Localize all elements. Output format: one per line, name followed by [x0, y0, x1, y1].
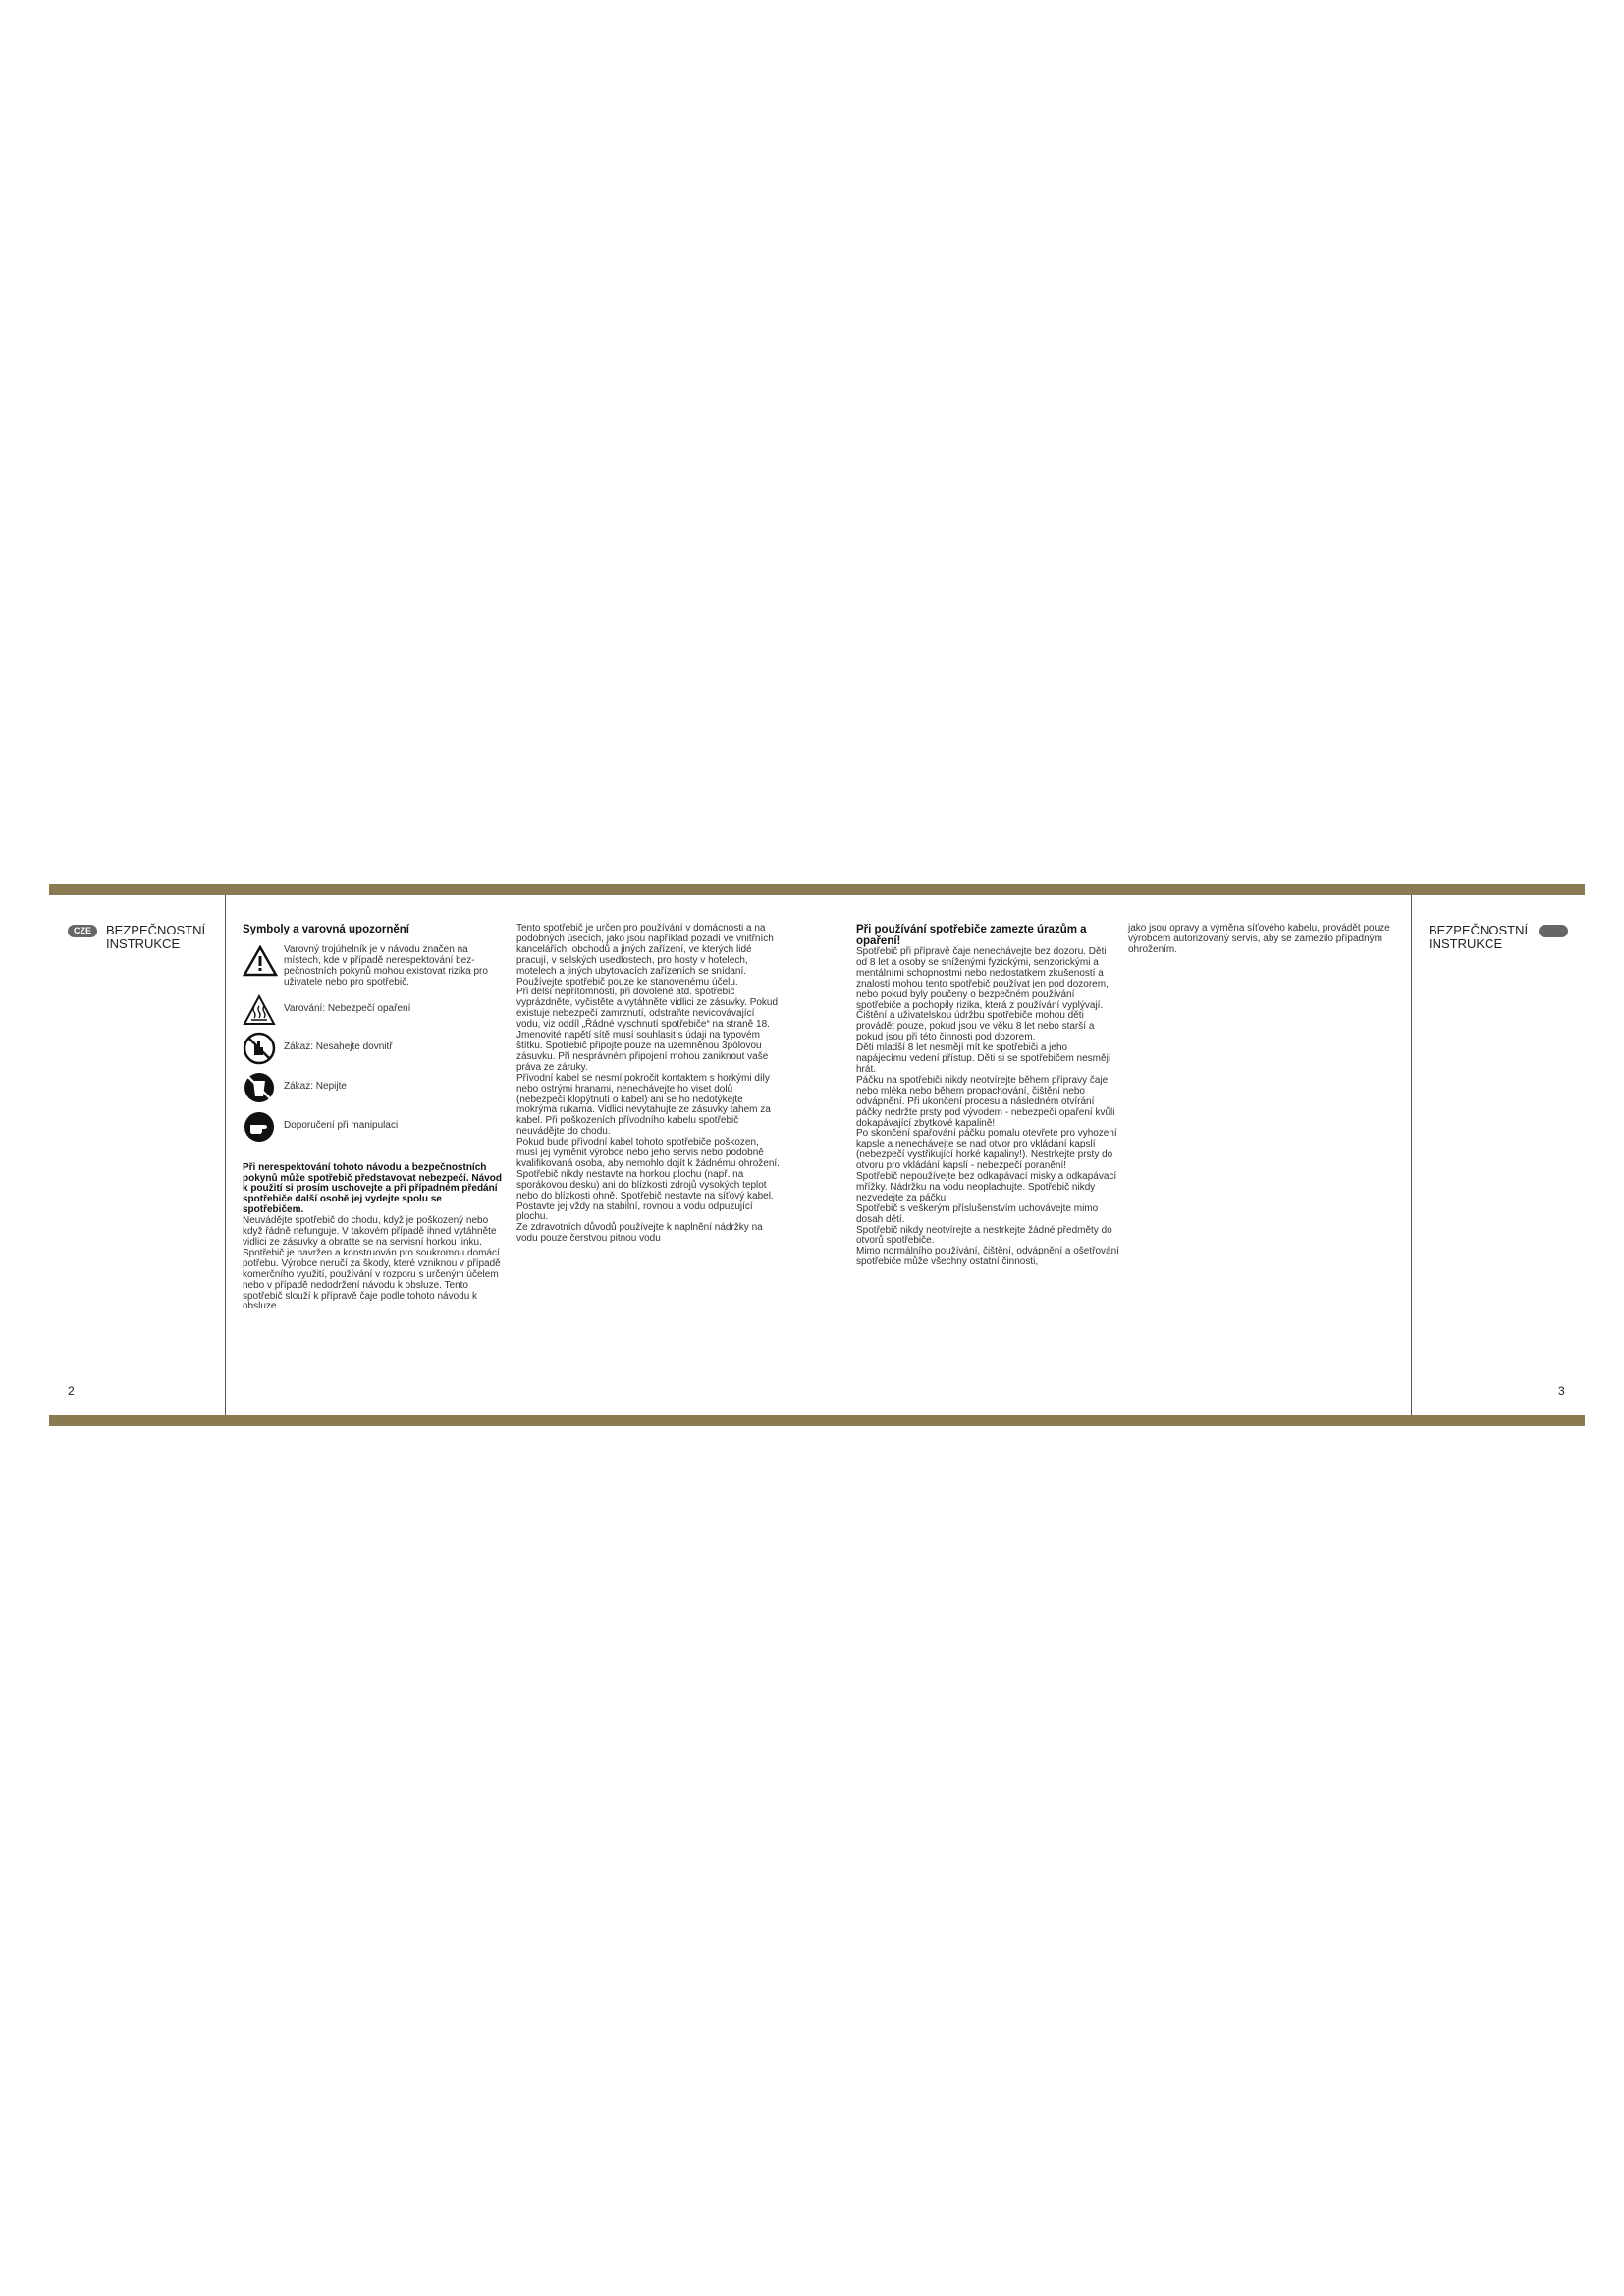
warning-block: [243, 945, 502, 988]
section-title-line1: BEZPEČNOSTNÍ: [106, 923, 206, 937]
symbol-label: Zákaz: Nepijte: [284, 1081, 347, 1093]
right-margin-divider: [1411, 895, 1412, 1415]
hand-pointing-icon: [243, 1110, 276, 1144]
column-3: [856, 924, 1119, 1268]
no-touch-icon: [243, 1032, 276, 1065]
paragraph: Spotřebič při přípravě čaje nenechávejte bez dozoru. Děti od 8 let a osoby se sníženými fyzickými, senzorickými a mentálními schopnostmi nebo nedostatkem zkušeností a znalostí mohou tento spotřebič používat jen pod dozorem, nebo pokud byly poučeny o bezpečném používání spotřebiče a pochopily rizika, která z používání vyplývají.: [856, 946, 1109, 1011]
symbol-row: [243, 994, 502, 1026]
warning-text: Varovný trojúhelník je v návodu značen na místech, kde v případě nerespektování bezpečnostních pokynů mohou existovat rizika pro uživatele nebo pro spotřebič.: [284, 944, 488, 988]
section-title-line2: INSTRUKCE: [1429, 936, 1503, 951]
top-decorative-band: [49, 884, 1585, 895]
section-title-line1: BEZPEČNOSTNÍ: [1429, 923, 1529, 937]
paragraph: Spotřebič nepoužívejte bez odkapávací misky a odkapávací mřížky. Nádržku na vodu neoplachujte. Spotřebič nikdy nezvedejte za páčku.: [856, 1171, 1117, 1203]
language-badge-text: CZE: [74, 926, 91, 935]
safety-heading: Při používání spotřebiče zamezte úrazům a opaření!: [856, 924, 1087, 947]
bottom-decorative-band: [49, 1415, 1585, 1426]
no-drink-icon: [243, 1071, 276, 1104]
language-badge-right: [1539, 925, 1568, 937]
paragraph: jako jsou opravy a výměna síťového kabelu, provádět pouze výrobcem autorizovaný servis, aby se zamezilo případným ohrožením.: [1128, 923, 1390, 955]
important-notice: Při nerespektování tohoto návodu a bezpečnostních pokynů může spotřebič představovat nebezpečí. Návod k použití si prosím uschovejte a při případném předání spotřebiče další osobě jej vydejte spolu se spotřebičem.: [243, 1161, 502, 1216]
paragraph: Spotřebič s veškerým příslušenstvím uchovávejte mimo dosah dětí.: [856, 1202, 1099, 1225]
paragraph: Pokud bude přívodní kabel tohoto spotřebiče poškozen, musí jej vyměnit výrobce nebo jeho servis nebo podobně kvalifikovaná osoba, aby nemohlo dojít k žádnému ohrožení.: [516, 1137, 780, 1169]
hot-surface-icon: [243, 994, 276, 1026]
section-title-line2: INSTRUKCE: [106, 936, 181, 951]
page-number-left: 2: [68, 1384, 75, 1398]
left-margin-divider: [225, 895, 226, 1415]
paragraph: Neuvádějte spotřebič do chodu, když je poškozený nebo když řádně nefunguje. V takovém případě ihned vytáhněte vidlici ze zásuvky a obraťte se na servisní horkou linku.: [243, 1215, 497, 1248]
page-number-right: 3: [1558, 1384, 1565, 1398]
symbol-label: Zákaz: Nesahejte dovnitř: [284, 1041, 393, 1053]
paragraph: Tento spotřebič je určen pro používání v domácnosti a na podobných úsecích, jako jsou například pozadí ve vnitřních kancelářích, obchodů a jiných zařízení, ve kterých lidé pracují, v selských usedlostech, pro hosty v hotelech, motelech a jiných ubytovacích zařízeních se snídaní. Používejte spotřebič pouze ke stanovenému účelu.: [516, 923, 774, 988]
column-2: [516, 924, 780, 1245]
column-1: [243, 924, 502, 1312]
paragraph: Spotřebič je navržen a konstruován pro soukromou domácí potřebu. Výrobce neručí za škody, které vzniknou v případě komerčního využití, používání v rozporu s určeným účelem nebo v případě nedodržení návodu k obsluze. Tento spotřebič slouží k přípravě čaje podle tohoto návodu k obsluze.: [243, 1247, 501, 1312]
paragraph: Děti mladší 8 let nesmějí mít ke spotřebiči a jeho napájecímu vedení přístup. Děti si se spotřebičem nesmějí hrát.: [856, 1042, 1111, 1075]
paragraph: Přívodní kabel se nesmí pokročit kontaktem s horkými díly nebo ostrými hranami, nenechávejte ho viset dolů (nebezpečí klopýtnutí o kabel) ani se ho nedotýkejte mokrýma rukama. Vidlici nevytahujte ze zásuvky tahem za kabel. Při poškozeních přívodního kabelu spotřebič neuvádějte do chodu.: [516, 1072, 771, 1138]
symbol-row: [243, 1032, 502, 1065]
paragraph: Při delší nepřítomnosti, při dovolené atd. spotřebič vyprázdněte, vyčistěte a vytáhněte vidlici ze zásuvky. Pokud existuje nebezpečí zamrznutí, odstraňte nevicovávající vodu, viz oddíl „Řádné vyschnutí spotřebiče“ na straně 18.: [516, 987, 779, 1031]
section-title-right: [1429, 924, 1528, 951]
language-badge-left: [68, 925, 97, 937]
paragraph: Spotřebič nikdy nestavte na horkou plochu (např. na sporákovou desku) ani do blízkosti zdrojů vysokých teplot nebo do blízkosti ohně. Spotřebič nestavte na síťový kabel. Postavte jej vždy na stabilní, rovnou a vodu odpuzující plochu.: [516, 1168, 774, 1223]
paragraph: Jmenovité napětí sítě musí souhlasit s údaji na typovém štítku. Spotřebič připojte pouze na uzemněnou 3pólovou zásuvku. Při nesprávném připojení mohou zaniknout vaše práva ze záruky.: [516, 1030, 769, 1073]
symbol-row: [243, 1110, 502, 1144]
paragraph: Spotřebič nikdy neotvírejte a nestrkejte žádné předměty do otvorů spotřebiče.: [856, 1224, 1112, 1247]
paragraph: Čištění a uživatelskou údržbu spotřebiče mohou děti provádět pouze, pokud jsou ve věku 8 let nebo starší a pokud jsou při této činnosti pod dozorem.: [856, 1010, 1095, 1043]
paragraph: Po skončení spařování páčku pomalu otevřete pro vyhození kapsle a nenechávejte se nad otvor pro vkládání kapslí (nebezpečí vystřikující horké kapaliny!). Nestrkejte prsty do otvoru pro vkládání kapslí - nebezpečí poranění!: [856, 1128, 1117, 1172]
warning-triangle-icon: [243, 945, 278, 977]
section-title-left: [106, 924, 205, 951]
column-4: [1128, 924, 1393, 956]
paragraph: Páčku na spotřebiči nikdy neotvírejte během přípravy čaje nebo mléka nebo během propachování, čištění nebo odvápnění. Při ukončení procesu a následném otvírání páčky nedržte prsty pod vývodem - nebezpečí opaření kvůli dokapávající zbytkové kapalině!: [856, 1074, 1115, 1129]
paragraph: Ze zdravotních důvodů používejte k naplnění nádržky na vodu pouze čerstvou pitnou vodu: [516, 1222, 763, 1245]
symbol-label: Doporučení při manipulaci: [284, 1120, 399, 1132]
symbols-heading: Symboly a varovná upozornění: [243, 924, 409, 935]
symbol-label: Varování: Nebezpečí opaření: [284, 1003, 411, 1015]
paragraph: Mimo normálního používání, čištění, odvápnění a ošetřování spotřebiče může všechny ostatní činnosti,: [856, 1246, 1119, 1268]
symbol-row: [243, 1071, 502, 1104]
